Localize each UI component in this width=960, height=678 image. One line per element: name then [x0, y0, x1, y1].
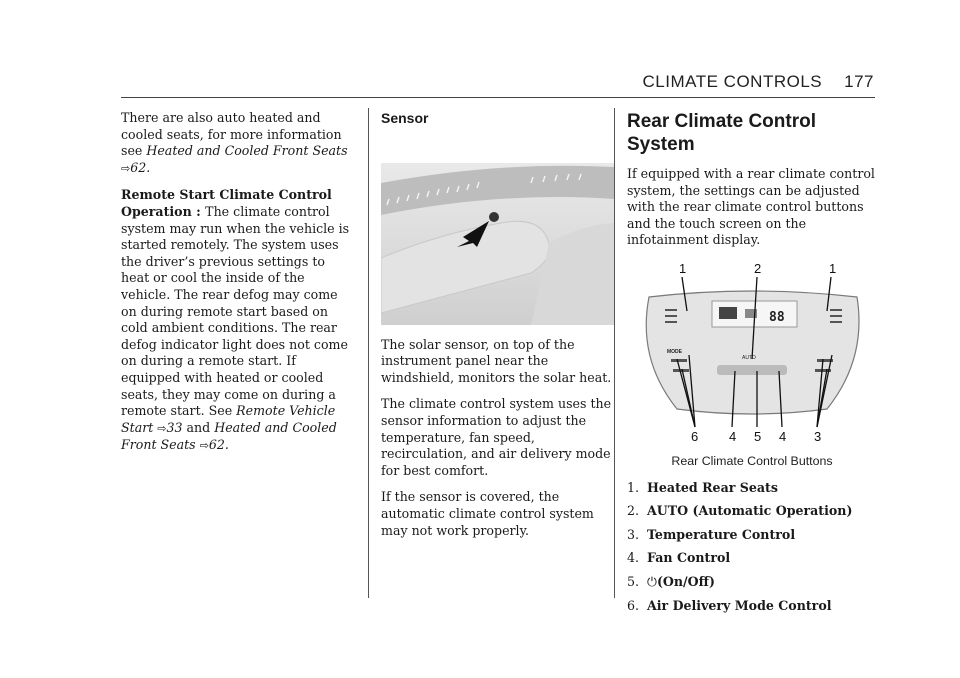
column-middle [381, 110, 616, 549]
rear-climate-panel-figure [627, 259, 877, 449]
paragraph-remote-start: Remote Start Climate Control Operation : The climate control system may run when the vehicle is started remotely. The system uses the driver’s previous settings to heat or cool the inside of the vehicle. The rear defog may come on during remote start based on cold ambient conditions. The rear defog indicator light does not come on during a remote start. If equipped with heated or cooled seats, they may come on during a remote start. See Remote Vehicle Start ⇨33 and Heated and Cooled Front Seats ⇨62. [121, 187, 350, 453]
list-item: 1. Heated Rear Seats [627, 479, 778, 495]
sensor-paragraph-3: If the sensor is covered, the automatic climate control system may not work properly. [381, 489, 594, 538]
xref-remote-start[interactable]: Remote Vehicle Start [121, 403, 336, 435]
xref-heated-seats[interactable]: Heated and Cooled Front Seats [146, 143, 348, 159]
callout-5: 5 [754, 428, 762, 444]
sensor-paragraph-1: The solar sensor, on top of the instrument panel near the windshield, monitors the solar heat. [381, 336, 612, 385]
legend-list [627, 480, 877, 615]
section-title: CLIMATE CONTROLS [642, 72, 823, 91]
page-number: 177 [844, 72, 874, 91]
sensor-paragraph-2: The climate control system uses the sensor information to adjust the temperature, fan speed, recirculation, and air delivery mode for best comfort. [381, 396, 612, 478]
callout-1b: 1 [829, 260, 837, 276]
callout-2: 2 [754, 260, 762, 276]
list-item: 2. AUTO (Automatic Operation) [627, 503, 853, 519]
list-item: 4. Fan Control [627, 550, 731, 566]
column-right [627, 110, 877, 621]
solar-sensor-image [381, 163, 614, 325]
rear-climate-paragraph: If equipped with a rear climate control system, the settings can be adjusted with the rear climate control buttons and the touch screen on the infotainment display. [627, 166, 875, 248]
list-item: 3. Temperature Control [627, 526, 796, 542]
figure-caption: Rear Climate Control Buttons [671, 453, 833, 468]
callout-6: 6 [691, 428, 699, 444]
callout-4a: 4 [729, 428, 737, 444]
ref-arrow-icon: ⇨ [157, 421, 167, 435]
remote-start-title: Remote Start Climate Control Operation : [121, 187, 332, 219]
auto-label: AUTO [742, 354, 756, 361]
ref-arrow-icon: ⇨ [199, 439, 209, 453]
column-left [121, 110, 356, 465]
list-item: 5. ⏻(On/Off) [627, 573, 715, 589]
callout-1a: 1 [679, 260, 687, 276]
ref-arrow-icon: ⇨ [121, 161, 131, 175]
panel-display-value: 88 [769, 309, 785, 325]
paragraph-auto-seats: There are also auto heated and cooled seats, for more information see Heated and Cooled Front Seats ⇨62. [121, 110, 348, 175]
running-header [643, 72, 874, 92]
callout-3: 3 [814, 428, 822, 444]
mode-label: MODE [667, 348, 682, 355]
list-item: 6. Air Delivery Mode Control [627, 597, 832, 613]
xref-heated-seats-2[interactable]: Heated and Cooled Front Seats [121, 419, 337, 453]
rear-climate-heading: Rear Climate Control System [627, 111, 816, 155]
column-divider-1 [368, 108, 369, 598]
power-icon: ⏻ [647, 573, 657, 589]
callout-4b: 4 [779, 428, 787, 444]
header-rule [121, 97, 875, 98]
sensor-heading: Sensor [381, 110, 429, 126]
